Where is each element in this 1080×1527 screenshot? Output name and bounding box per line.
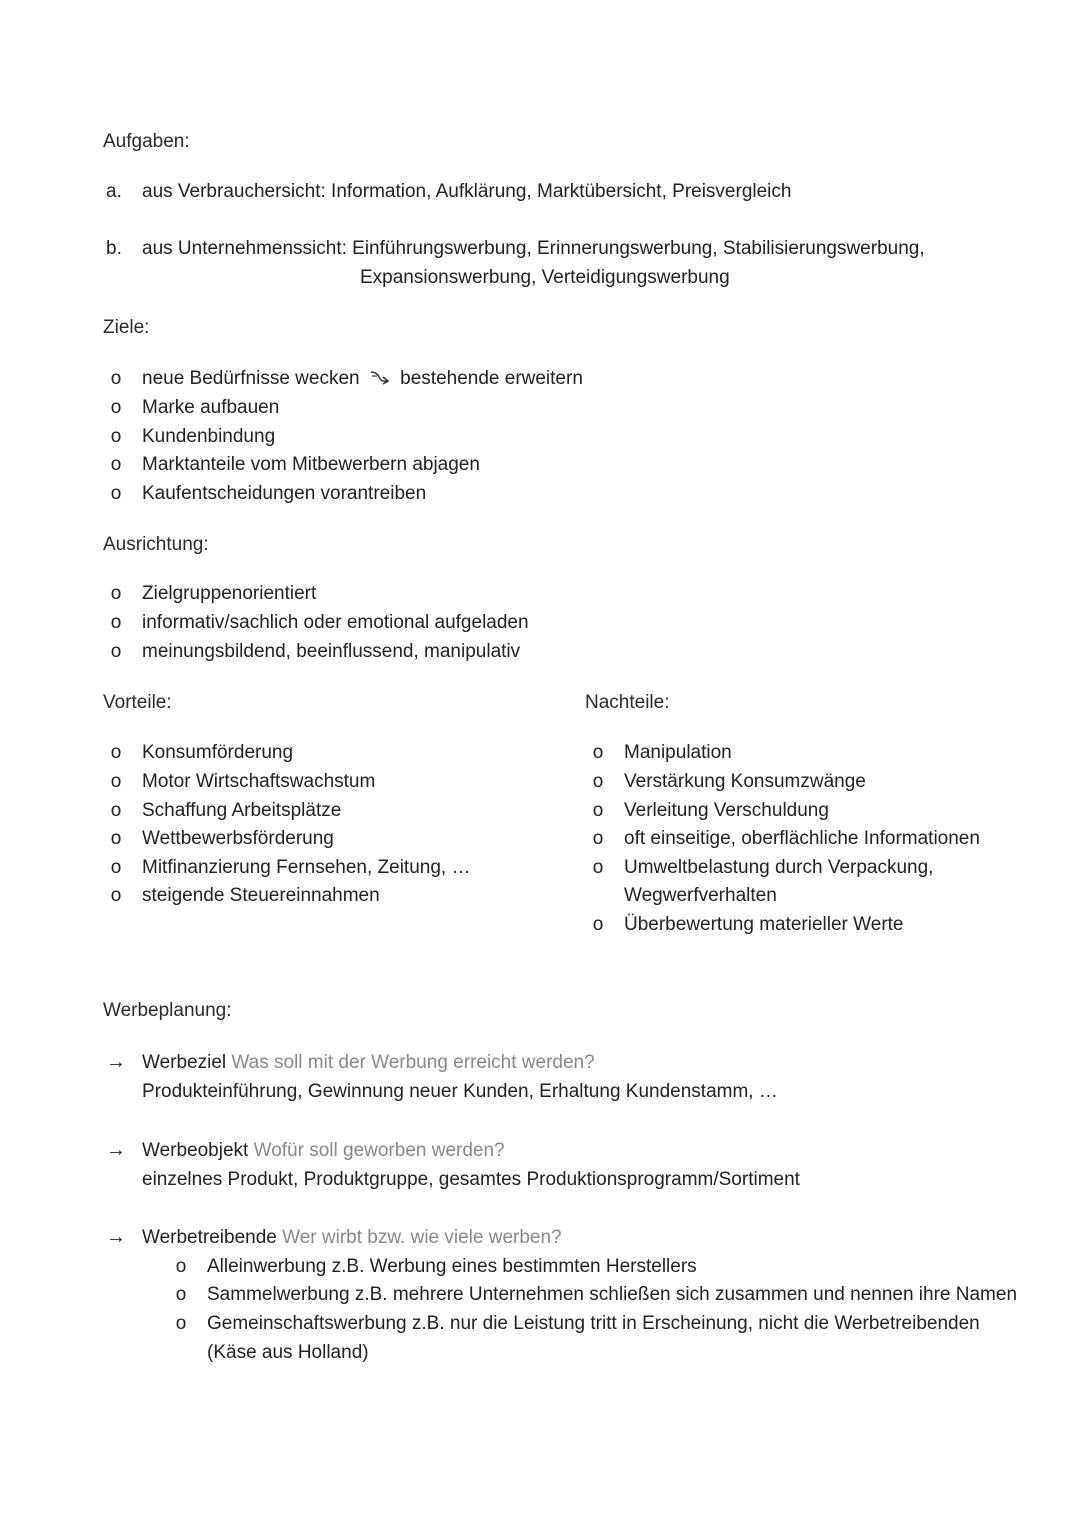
werbetreibende-question: Wer wirbt bzw. wie viele werben? [282, 1227, 562, 1248]
right-arrow-icon: → [106, 1051, 126, 1073]
ziele-item-3: Kundenbindung [142, 426, 276, 447]
ziele-item-5: Kaufentscheidungen vorantreiben [142, 483, 427, 504]
vorteile-heading: Vorteile: [103, 692, 172, 713]
aufgaben-item-b-continuation: Expansionswerbung, Verteidigungswerbung [360, 267, 730, 288]
vorteile-item-4: Wettbewerbsförderung [142, 828, 334, 849]
vorteile-item-2: Motor Wirtschaftswachstum [142, 771, 376, 792]
bullet-circle: o [110, 426, 122, 447]
bullet-circle: o [592, 800, 604, 821]
bullet-circle: o [175, 1313, 187, 1334]
werbeziel-line [142, 1052, 595, 1074]
bullet-circle: o [110, 885, 122, 906]
vorteile-item-3: Schaffung Arbeitsplätze [142, 800, 342, 821]
werbetreibende-subitem-2: Sammelwerbung z.B. mehrere Unternehmen schließen sich zusammen und nennen ihre Namen [207, 1284, 1018, 1305]
ausrichtung-item-3: meinungsbildend, beeinflussend, manipulativ [142, 641, 521, 662]
bullet-circle: o [110, 483, 122, 504]
nachteile-item-6: Überbewertung materieller Werte [624, 914, 904, 935]
nachteile-item-2: Verstärkung Konsumzwänge [624, 771, 866, 792]
bullet-circle: o [110, 583, 122, 604]
werbetreibende-line [142, 1227, 562, 1249]
aufgaben-marker-b: b. [106, 238, 122, 259]
ziele-item-1-after: bestehende erweitern [400, 368, 583, 389]
ausrichtung-item-1: Zielgruppenorientiert [142, 583, 317, 604]
bullet-circle: o [175, 1284, 187, 1305]
bullet-circle: o [110, 771, 122, 792]
aufgaben-item-b: aus Unternehmenssicht: Einführungswerbung, Erinnerungswerbung, Stabilisierungswerbung, [142, 238, 925, 259]
curved-arrow-icon [369, 369, 391, 393]
werbetreibende-subitem-3: Gemeinschaftswerbung z.B. nur die Leistung tritt in Erscheinung, nicht die Werbetreibenden [207, 1313, 980, 1334]
werbeziel-question: Was soll mit der Werbung erreicht werden? [231, 1052, 595, 1073]
bullet-circle: o [110, 857, 122, 878]
bullet-circle: o [592, 742, 604, 763]
nachteile-item-3: Verleitung Verschuldung [624, 800, 829, 821]
werbeplanung-heading: Werbeplanung: [103, 1000, 232, 1021]
bullet-circle: o [110, 742, 122, 763]
werbeobjekt-label: Werbeobjekt [142, 1140, 249, 1161]
bullet-circle: o [592, 771, 604, 792]
ziele-item-2: Marke aufbauen [142, 397, 280, 418]
nachteile-heading: Nachteile: [585, 692, 670, 713]
right-arrow-icon: → [106, 1139, 126, 1161]
ziele-item-4: Marktanteile vom Mitbewerbern abjagen [142, 454, 480, 475]
werbeobjekt-detail: einzelnes Produkt, Produktgruppe, gesamtes Produktionsprogramm/Sortiment [142, 1169, 800, 1190]
bullet-circle: o [110, 641, 122, 662]
vorteile-item-5: Mitfinanzierung Fernsehen, Zeitung, … [142, 857, 471, 878]
bullet-circle: o [175, 1256, 187, 1277]
bullet-circle: o [110, 612, 122, 633]
nachteile-item-5-continuation: Wegwerfverhalten [624, 885, 777, 906]
vorteile-item-1: Konsumförderung [142, 742, 294, 763]
bullet-circle: o [110, 368, 122, 389]
werbetreibende-label: Werbetreibende [142, 1227, 277, 1248]
werbeobjekt-line [142, 1140, 505, 1162]
aufgaben-heading: Aufgaben: [103, 131, 190, 152]
nachteile-item-1: Manipulation [624, 742, 732, 763]
werbeziel-detail: Produkteinführung, Gewinnung neuer Kunden, Erhaltung Kundenstamm, … [142, 1081, 778, 1102]
ziele-item-1 [142, 368, 583, 393]
aufgaben-item-a: aus Verbrauchersicht: Information, Aufklärung, Marktübersicht, Preisvergleich [142, 181, 792, 202]
werbetreibende-subitem-3-continuation: (Käse aus Holland) [207, 1342, 369, 1363]
bullet-circle: o [592, 857, 604, 878]
nachteile-item-4: oft einseitige, oberflächliche Informationen [624, 828, 980, 849]
bullet-circle: o [110, 828, 122, 849]
bullet-circle: o [592, 828, 604, 849]
ausrichtung-heading: Ausrichtung: [103, 534, 209, 555]
bullet-circle: o [110, 800, 122, 821]
nachteile-item-5: Umweltbelastung durch Verpackung, [624, 857, 934, 878]
werbeobjekt-question: Wofür soll geworben werden? [253, 1140, 505, 1161]
ausrichtung-item-2: informativ/sachlich oder emotional aufgeladen [142, 612, 529, 633]
werbetreibende-subitem-1: Alleinwerbung z.B. Werbung eines bestimmten Herstellers [207, 1256, 697, 1277]
bullet-circle: o [110, 454, 122, 475]
ziele-heading: Ziele: [103, 317, 150, 338]
vorteile-item-6: steigende Steuereinnahmen [142, 885, 380, 906]
aufgaben-marker-a: a. [106, 181, 122, 202]
bullet-circle: o [592, 914, 604, 935]
werbeziel-label: Werbeziel [142, 1052, 227, 1073]
bullet-circle: o [110, 397, 122, 418]
ziele-item-1-before: neue Bedürfnisse wecken [142, 368, 360, 389]
right-arrow-icon: → [106, 1226, 126, 1248]
